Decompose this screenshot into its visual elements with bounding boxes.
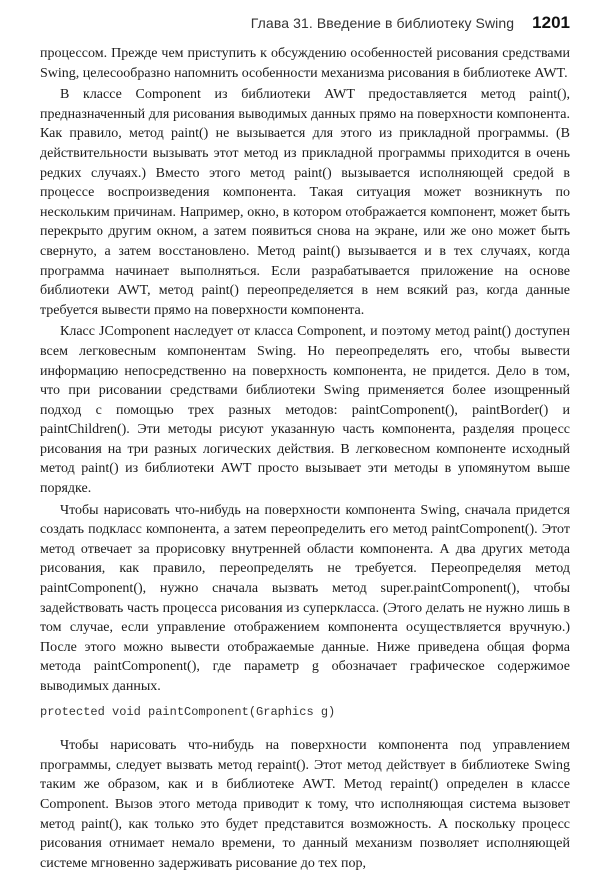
body-text [40,44,570,875]
paragraph-continuation: процессом. Прежде чем приступить к обсуждению особенностей рисования средствами Swing, целесообразно напомнить особенности механизма рисования в библиотеке AWT. [40,46,570,81]
paragraph-repaint: Чтобы нарисовать что-нибудь на поверхности компонента под управлением программы, следует вызвать метод repaint(). Этот метод действует в библиотеке Swing таким же образом, как и в библиотеке AWT. Метод repaint() определен в классе Component. Вызов этого метода приводит к тому, что исполняющая система вызовет метод paint(), как только это будет представится возможность. А поскольку процесс рисования отнимает немало времени, то данный механизм позволяет исполняющей системе мгновенно задерживать рисование до тех пор, [40,738,570,871]
page-number: 1201 [532,13,570,32]
paragraph-awt-paint: В классе Component из библиотеки AWT предоставляется метод paint(), предназначенный для рисования выводимых данных прямо на поверхности компонента. Как правило, метод paint() не вызывается для этого из прикладной программы. (В действительности вызывать этот метод из прикладной программы приходится в очень редких случаях.) Вместо этого метод paint() вызывается исполняющей средой в процессе воспроизведения компонента. Такая ситуация может возникнуть по нескольким причинам. Например, окно, в котором отображается компонент, может быть перекрыто другим окном, а затем появиться снова на экране, или же оно может быть свернуто, а затем восстановлено. Метод paint() вызывается и в тех случаях, когда программа начинает выполняться. Если разрабатывается приложение на основе библиотеки AWT, метод paint() переопределяется в нем всякий раз, когда данные требуется вывести прямо на поверхности компонента. [40,87,570,318]
paragraph-jcomponent: Класс JComponent наследует от класса Component, и поэтому метод paint() доступен всем легковесным компонентам Swing. Но переопределять его, чтобы вывести информацию непосредственно на поверхность компонента, не придется. Дело в том, что при рисовании средствами библиотеки Swing применяется более изощренный подход с помощью трех разных методов: paintComponent(), paintBorder() и paintChildren(). Эти методы рисуют указанную часть компонента, разделяя процесс рисования на три разных логических действия. В легковесном компоненте исходный метод paint() из библиотеки AWT просто вызывает эти методы в упомянутом выше порядке. [40,324,570,497]
chapter-title: Глава 31. Введение в библиотеку Swing [250,15,515,31]
paragraph-paintcomponent: Чтобы нарисовать что-нибудь на поверхности компонента Swing, сначала придется создать подкласс компонента, а затем переопределить его метод paintComponent(). Этот метод отвечает за прорисовку внутренней области компонента. А два других метода рисования, как правило, переопределять не требуется. Переопределяя метод paintComponent(), нужно сначала вызвать метод super.paintComponent(), чтобы задействовать часть процесса рисования из суперкласса. (Этого делать не нужно лишь в том случае, если управление отображением компонента осуществляется вручную.) После этого можно вывести отображаемые данные. Ниже приведена общая форма метода paintComponent(), где параметр g обозначает графическое содержимое выводимых данных. [40,502,570,694]
running-header [40,8,570,38]
code-signature: protected void paintComponent(Graphics g) [40,704,336,719]
